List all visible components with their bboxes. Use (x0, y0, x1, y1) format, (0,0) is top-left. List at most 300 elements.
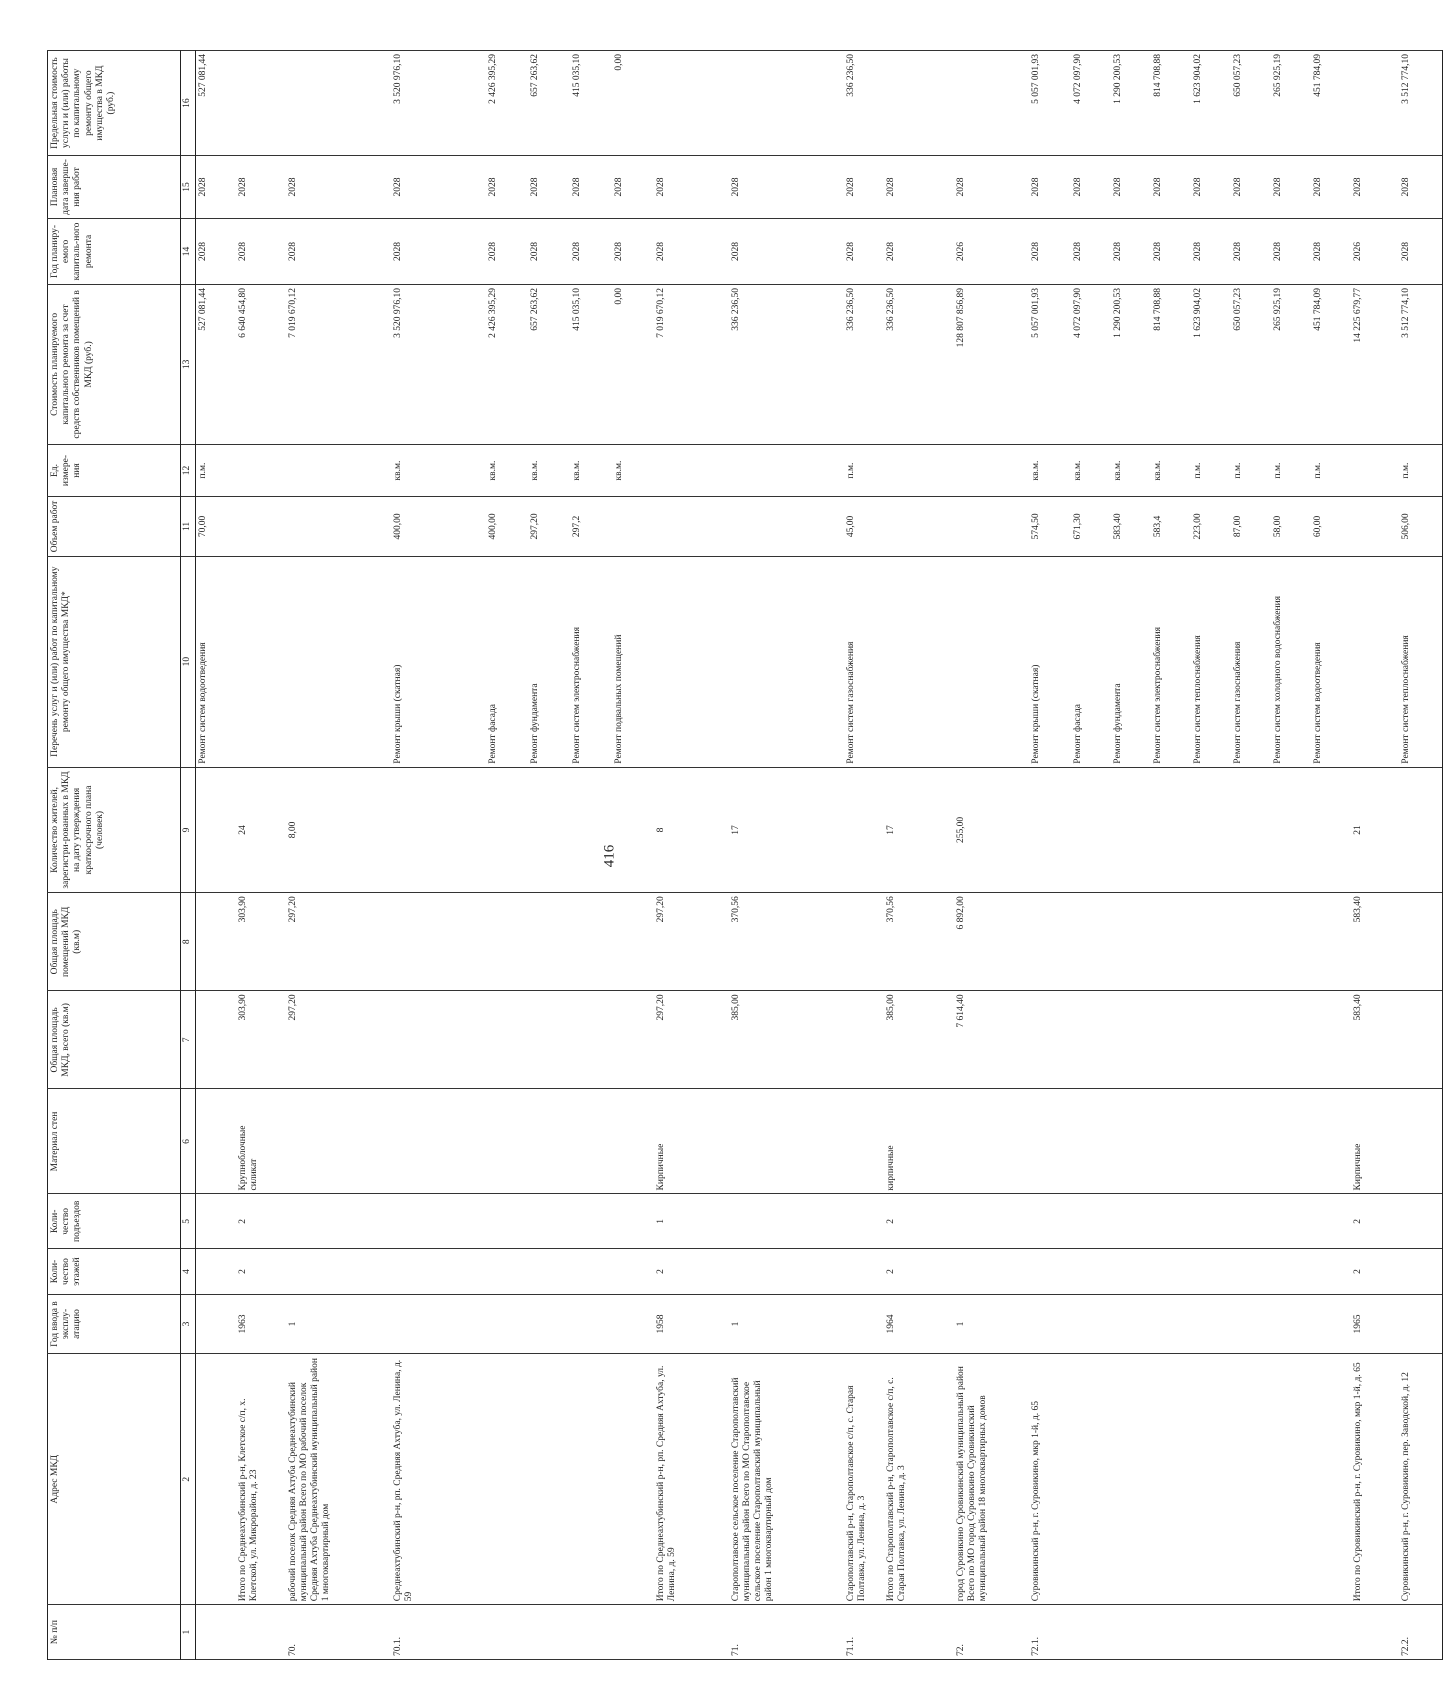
table-row (1151, 51, 1191, 1660)
table-cell (1231, 1354, 1271, 1605)
table-cell: 2028 (1231, 156, 1271, 219)
table-cell (486, 991, 528, 1089)
table-cell: 4 072 097,90 (1071, 285, 1111, 445)
table-cell: 2 (884, 1249, 954, 1295)
table-cell (391, 1089, 486, 1194)
table-cell: 24 (236, 767, 286, 893)
table-cell: 6 640 454,80 (236, 285, 286, 445)
table-cell: Ремонт систем электроснабжения (570, 556, 612, 767)
table-cell: 415 035,10 (570, 285, 612, 445)
table-cell: 5 057 001,93 (1029, 285, 1071, 445)
table-cell: 527 081,44 (196, 51, 236, 156)
table-cell: Итого по Старополтавский р-н, Старополтавское с/п, с. Старая Полтавка, ул. Ленина, д. 3 (884, 1354, 954, 1605)
table-cell: кв.м. (612, 444, 654, 496)
table-cell: 2 426 395,29 (486, 51, 528, 156)
table-cell (528, 1249, 570, 1295)
table-cell: 2028 (1151, 156, 1191, 219)
table-cell (1399, 1089, 1443, 1194)
table-cell (486, 1249, 528, 1295)
table-cell: п.м. (1399, 444, 1443, 496)
table-cell: кв.м. (1029, 444, 1071, 496)
table-cell (1071, 1089, 1111, 1194)
table-row (528, 51, 570, 1660)
table-cell (1191, 1194, 1231, 1249)
table-cell: 297,2 (570, 497, 612, 556)
table-cell (1151, 767, 1191, 893)
table-row (1029, 51, 1071, 1660)
table-cell: 14 225 679,77 (1351, 285, 1399, 445)
column-number: 10 (181, 556, 196, 767)
table-cell: 2 426 395,29 (486, 285, 528, 445)
table-cell (1351, 1605, 1399, 1660)
table-cell: 2028 (1311, 156, 1351, 219)
table-cell (1399, 991, 1443, 1089)
column-number-row (181, 51, 196, 1660)
table-cell: Ремонт систем водоотведения (1311, 556, 1351, 767)
table-cell: Ремонт фундамента (528, 556, 570, 767)
table-row (1271, 51, 1311, 1660)
table-cell (612, 893, 654, 991)
table-cell (1231, 991, 1271, 1089)
table-cell: 17 (729, 767, 844, 893)
table-cell: 8,00 (286, 767, 391, 893)
table-cell: 2028 (729, 218, 844, 284)
table-cell (1231, 1194, 1271, 1249)
table-cell: 2028 (236, 218, 286, 284)
table-cell: 451 784,09 (1311, 51, 1351, 156)
table-body (181, 51, 1443, 1660)
table-cell (729, 1194, 844, 1249)
table-cell (1311, 767, 1351, 893)
table-cell: Старополтавский р-н, Старополтавское с/п, с. Старая Полтавка, ул. Ленина, д. 3 (844, 1354, 884, 1605)
table-cell (729, 444, 844, 496)
column-number: 5 (181, 1194, 196, 1249)
column-header: Адрес МКД (48, 1354, 181, 1605)
table-cell (1191, 893, 1231, 991)
table-cell (1071, 991, 1111, 1089)
table-cell (1111, 767, 1151, 893)
table-cell: 2028 (884, 218, 954, 284)
table-cell: 415 035,10 (570, 51, 612, 156)
table-cell: 583,40 (1351, 991, 1399, 1089)
table-cell (1311, 1294, 1351, 1353)
table-cell (570, 1605, 612, 1660)
table-cell: 4 072 097,90 (1071, 51, 1111, 156)
table-cell (729, 556, 844, 767)
table-cell: 385,00 (884, 991, 954, 1089)
table-cell (1191, 1605, 1231, 1660)
table-row (654, 51, 729, 1660)
table-cell (1029, 1089, 1071, 1194)
column-number: 8 (181, 893, 196, 991)
table-cell (1311, 1194, 1351, 1249)
table-cell (1029, 991, 1071, 1089)
table-cell (1111, 1605, 1151, 1660)
table-cell: 1 290 200,53 (1111, 285, 1151, 445)
table-cell: 70,00 (196, 497, 236, 556)
table-cell (391, 991, 486, 1089)
table-cell (844, 1089, 884, 1194)
table-cell: 2028 (1151, 218, 1191, 284)
table-cell: 400,00 (391, 497, 486, 556)
table-cell: 2028 (1191, 218, 1231, 284)
table-cell: кв.м. (1151, 444, 1191, 496)
table-cell: 5 057 001,93 (1029, 51, 1071, 156)
column-header: Объем работ (48, 497, 181, 556)
table-cell: 72.2. (1399, 1605, 1443, 1660)
table-cell: 6 892,00 (954, 893, 1029, 991)
table-cell: 2028 (528, 218, 570, 284)
column-header: Ед. измере-ния (48, 444, 181, 496)
column-header: Общая площадь помещений МКД (кв.м) (48, 893, 181, 991)
table-cell (1191, 1294, 1231, 1353)
table-cell (570, 767, 612, 893)
column-number: 3 (181, 1294, 196, 1353)
table-row (286, 51, 391, 1660)
table-cell (1399, 1194, 1443, 1249)
table-cell (528, 1294, 570, 1353)
table-cell: п.м. (1191, 444, 1231, 496)
table-cell: 657 263,62 (528, 285, 570, 445)
table-cell: 650 057,23 (1231, 51, 1271, 156)
table-cell (729, 1089, 844, 1194)
table-cell (1231, 1294, 1271, 1353)
table-cell: Ремонт систем газоснабжения (844, 556, 884, 767)
table-cell (486, 893, 528, 991)
table-cell (196, 893, 236, 991)
table-cell (1111, 1249, 1151, 1295)
table-cell: 336 236,50 (884, 285, 954, 445)
table-cell (1071, 1605, 1111, 1660)
table-cell: 2028 (844, 156, 884, 219)
table-cell (1111, 1089, 1151, 1194)
table-cell: кв.м. (486, 444, 528, 496)
table-cell (391, 767, 486, 893)
column-number: 6 (181, 1089, 196, 1194)
table-cell (570, 1354, 612, 1605)
table-cell: 2028 (486, 156, 528, 219)
table-cell (1271, 1194, 1311, 1249)
table-cell (528, 991, 570, 1089)
table-cell (486, 1354, 528, 1605)
table-cell: город Суровикино Суровикинский муниципальный район Всего по МО город Суровикино Суровикинский муниципальный район 18 многоквартирных домов (954, 1354, 1029, 1605)
table-cell: 2028 (844, 218, 884, 284)
table-cell (884, 444, 954, 496)
table-cell: 2 (236, 1194, 286, 1249)
table-cell: 1 (286, 1294, 391, 1353)
table-cell: Ремонт фасада (486, 556, 528, 767)
table-cell: 60,00 (1311, 497, 1351, 556)
table-row (1071, 51, 1111, 1660)
table-cell (1029, 893, 1071, 991)
table-cell (1311, 991, 1351, 1089)
table-cell (1311, 1089, 1351, 1194)
table-cell (654, 1605, 729, 1660)
table-cell (486, 1089, 528, 1194)
column-header: Коли-чество этажей (48, 1249, 181, 1295)
table-row (884, 51, 954, 1660)
table-cell: Итого по Суровикинский р-н, г. Суровикино, мкр 1-й, д. 65 (1351, 1354, 1399, 1605)
table-cell (1271, 1605, 1311, 1660)
table-cell (844, 1294, 884, 1353)
table-cell: 2 (236, 1249, 286, 1295)
table-row (391, 51, 486, 1660)
table-cell (612, 497, 654, 556)
column-header: Коли-чество подъездов (48, 1194, 181, 1249)
table-cell: п.м. (1271, 444, 1311, 496)
table-cell: 400,00 (486, 497, 528, 556)
table-cell (654, 556, 729, 767)
table-cell: 297,20 (654, 893, 729, 991)
table-cell: 2028 (1271, 218, 1311, 284)
table-cell: 574,50 (1029, 497, 1071, 556)
table-cell (1351, 51, 1399, 156)
column-number: 9 (181, 767, 196, 893)
table-cell (612, 1089, 654, 1194)
table-cell (286, 1249, 391, 1295)
table-cell (1111, 893, 1151, 991)
table-cell (1271, 1089, 1311, 1194)
table-cell (1151, 1249, 1191, 1295)
table-cell: Ремонт систем холодного водоснабжения (1271, 556, 1311, 767)
table-cell: 2028 (1029, 156, 1071, 219)
column-header: Плановая дата заверше-ния работ (48, 156, 181, 219)
rotated-table-container (47, 50, 1411, 1660)
table-row (236, 51, 286, 1660)
table-cell: Старополтавское сельское поселение Старополтавский муниципальный район Всего по МО Старополтавское сельское поселение Старополтавский муниципальный район 1 многоквартирный дом (729, 1354, 844, 1605)
column-number: 7 (181, 991, 196, 1089)
table-cell: 297,20 (286, 893, 391, 991)
table-cell: 1 623 904,02 (1191, 285, 1231, 445)
table-cell: 71.1. (844, 1605, 884, 1660)
table-row (844, 51, 884, 1660)
table-cell (1071, 1249, 1111, 1295)
table-cell: 7 019 670,12 (654, 285, 729, 445)
column-number: 14 (181, 218, 196, 284)
table-cell (528, 893, 570, 991)
table-row (196, 51, 236, 1660)
table-cell: 650 057,23 (1231, 285, 1271, 445)
table-cell: Ремонт систем электроснабжения (1151, 556, 1191, 767)
table-cell (236, 497, 286, 556)
table-cell (654, 51, 729, 156)
table-cell: 72.1. (1029, 1605, 1071, 1660)
table-row (570, 51, 612, 1660)
table-cell: Ремонт фасада (1071, 556, 1111, 767)
table-cell: кв.м. (570, 444, 612, 496)
table-cell: 1965 (1351, 1294, 1399, 1353)
table-cell (1351, 444, 1399, 496)
table-cell: 2028 (286, 218, 391, 284)
table-cell (1351, 556, 1399, 767)
table-cell (1191, 991, 1231, 1089)
table-cell: рабочий поселок Средняя Ахтуба Среднеахтубинский муниципальный район Всего по МО рабочий поселок Средняя Ахтуба Среднеахтубинский муниципальный район 1 многоквартирный дом (286, 1354, 391, 1605)
table-cell: 2028 (196, 156, 236, 219)
table-cell (884, 556, 954, 767)
table-cell: 2028 (570, 218, 612, 284)
table-cell: 3 520 976,10 (391, 285, 486, 445)
table-cell (1151, 893, 1191, 991)
table-cell: 2028 (1111, 156, 1151, 219)
table-cell (1351, 497, 1399, 556)
table-cell (570, 1249, 612, 1295)
table-cell (1399, 767, 1443, 893)
table-cell: Итого по Среднеахтубинский р-н, рп. Средняя Ахтуба, ул. Ленина, д. 59 (654, 1354, 729, 1605)
table-cell: 303,90 (236, 991, 286, 1089)
table-cell: 2028 (1029, 218, 1071, 284)
table-cell (844, 893, 884, 991)
table-cell (286, 556, 391, 767)
column-number: 16 (181, 51, 196, 156)
table-cell: 1958 (654, 1294, 729, 1353)
table-cell: Ремонт систем теплоснабжения (1191, 556, 1231, 767)
table-cell: 2028 (1311, 218, 1351, 284)
table-cell: 1964 (884, 1294, 954, 1353)
page-number: 416 (601, 844, 618, 868)
table-cell (1231, 1249, 1271, 1295)
table-cell (1271, 1294, 1311, 1353)
table-cell: 2028 (1111, 218, 1151, 284)
table-cell (612, 991, 654, 1089)
table-cell (1311, 1605, 1351, 1660)
table-cell (1271, 1354, 1311, 1605)
table-cell (486, 1194, 528, 1249)
table-cell (1311, 893, 1351, 991)
table-cell (654, 497, 729, 556)
table-cell: 8 (654, 767, 729, 893)
table-cell: Ремонт крыши (скатная) (1029, 556, 1071, 767)
table-cell (954, 1194, 1029, 1249)
table-cell (196, 1089, 236, 1194)
column-header: Количество жителей, зарегистри-рованных в МКД на дату утверждения краткосрочного плана (человек) (48, 767, 181, 893)
table-cell: 1963 (236, 1294, 286, 1353)
table-cell (612, 1354, 654, 1605)
table-cell: 2028 (612, 156, 654, 219)
table-cell: 583,40 (1111, 497, 1151, 556)
table-cell: п.м. (1311, 444, 1351, 496)
table-cell (612, 1194, 654, 1249)
table-cell: 451 784,09 (1311, 285, 1351, 445)
table-cell: 2028 (391, 218, 486, 284)
table-cell: 71. (729, 1605, 844, 1660)
table-cell (612, 1249, 654, 1295)
table-cell: 1 (654, 1194, 729, 1249)
table-cell (486, 767, 528, 893)
table-row (729, 51, 844, 1660)
table-cell: 70.1. (391, 1605, 486, 1660)
table-cell (570, 991, 612, 1089)
table-cell: Ремонт фундамента (1111, 556, 1151, 767)
column-number: 15 (181, 156, 196, 219)
table-row (1191, 51, 1231, 1660)
table-cell: Ремонт систем газоснабжения (1231, 556, 1271, 767)
repair-plan-table (47, 50, 1443, 1660)
column-header: Перечень услуг и (или) работ по капитальному ремонту общего имущества МКД* (48, 556, 181, 767)
column-number: 4 (181, 1249, 196, 1295)
table-cell (954, 1249, 1029, 1295)
table-cell (196, 1249, 236, 1295)
table-cell (196, 1354, 236, 1605)
table-cell (1399, 1249, 1443, 1295)
table-row (612, 51, 654, 1660)
table-cell: 2028 (884, 156, 954, 219)
table-row (1231, 51, 1271, 1660)
table-cell: 385,00 (729, 991, 844, 1089)
table-cell: 2 (884, 1194, 954, 1249)
table-cell: 7 019 670,12 (286, 285, 391, 445)
table-cell (286, 444, 391, 496)
table-cell (1271, 893, 1311, 991)
table-cell (729, 51, 844, 156)
table-cell: 2028 (236, 156, 286, 219)
table-cell (884, 497, 954, 556)
column-header: Год планиру-емого капиталь-ного ремонта (48, 218, 181, 284)
column-number: 13 (181, 285, 196, 445)
table-cell: 17 (884, 767, 954, 893)
table-cell (1071, 893, 1111, 991)
table-cell (1029, 1194, 1071, 1249)
table-cell (391, 893, 486, 991)
table-cell (236, 556, 286, 767)
table-cell: Ремонт подвальных помещений (612, 556, 654, 767)
table-cell: 70. (286, 1605, 391, 1660)
table-cell: 2028 (1399, 218, 1443, 284)
table-cell: 583,4 (1151, 497, 1191, 556)
table-cell (236, 444, 286, 496)
table-cell: 21 (1351, 767, 1399, 893)
table-cell (954, 1089, 1029, 1194)
table-cell: Кирпичные (1351, 1089, 1399, 1194)
table-cell: кв.м. (1111, 444, 1151, 496)
table-cell: 506,00 (1399, 497, 1443, 556)
table-cell: кв.м. (528, 444, 570, 496)
table-cell: кирпичные (884, 1089, 954, 1194)
table-cell (844, 1194, 884, 1249)
table-cell (1111, 1354, 1151, 1605)
table-cell: 87,00 (1231, 497, 1271, 556)
table-cell (1231, 893, 1271, 991)
table-cell (1191, 1354, 1231, 1605)
table-cell: 2028 (196, 218, 236, 284)
table-cell: 2028 (1071, 218, 1111, 284)
table-cell (729, 1249, 844, 1295)
table-cell: 671,30 (1071, 497, 1111, 556)
table-cell: 58,00 (1271, 497, 1311, 556)
table-cell (286, 1194, 391, 1249)
table-cell (528, 1089, 570, 1194)
table-cell: п.м. (844, 444, 884, 496)
column-header: Стоимость планируемого капитального ремонта за счет средств собственников помещений в МКД (руб.) (48, 285, 181, 445)
column-header: Год ввода в эксплу-атацию (48, 1294, 181, 1353)
table-cell: 583,40 (1351, 893, 1399, 991)
table-cell (528, 1354, 570, 1605)
table-cell (954, 51, 1029, 156)
table-cell: 2028 (729, 156, 844, 219)
table-cell: 336 236,50 (729, 285, 844, 445)
table-cell: 336 236,50 (844, 285, 884, 445)
column-number: 11 (181, 497, 196, 556)
table-cell: 2026 (1351, 218, 1399, 284)
table-cell: 814 708,88 (1151, 51, 1191, 156)
table-cell (570, 1089, 612, 1194)
table-cell (528, 767, 570, 893)
table-row (1399, 51, 1443, 1660)
header-row (48, 51, 181, 1660)
table-cell: 2 (654, 1249, 729, 1295)
table-cell (1231, 1089, 1271, 1194)
table-cell: 2026 (954, 218, 1029, 284)
table-cell: 1 (729, 1294, 844, 1353)
